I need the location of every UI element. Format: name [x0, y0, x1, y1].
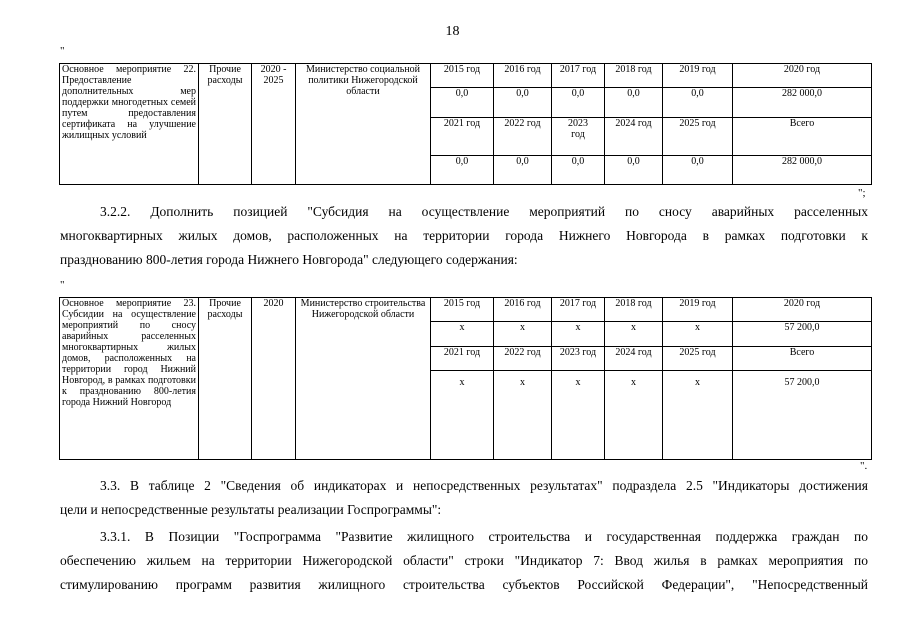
- value-cell: x: [663, 371, 733, 460]
- value-cell: 0,0: [552, 155, 605, 184]
- year-header: 2024 год: [605, 118, 663, 155]
- table-measure-23: [59, 297, 872, 460]
- quote-close-2: ".: [860, 460, 868, 472]
- year-header: 2022 год: [494, 347, 552, 371]
- year-header: 2015 год: [431, 298, 494, 322]
- value-cell: 0,0: [605, 155, 663, 184]
- text-line: 3.2.2. Дополнить позицией "Субсидия на осуществление мероприятий по сносу аварийных расселенных: [100, 204, 868, 219]
- table-measure-22: [59, 63, 872, 185]
- year-header: 2021 год: [431, 118, 494, 155]
- value-cell: x: [605, 322, 663, 347]
- year-header: 2018 год: [605, 64, 663, 88]
- value-cell: 0,0: [663, 88, 733, 118]
- value-cell: 0,0: [663, 155, 733, 184]
- value-cell: x: [552, 371, 605, 460]
- quote-close-1: ";: [858, 187, 866, 199]
- text-line: обеспечению жильем на территории Нижегородской области" строки "Индикатор 7: Ввод жилья в рамках мероприятия по: [60, 553, 868, 568]
- value-cell: 0,0: [552, 88, 605, 118]
- year-header: 2025 год: [663, 347, 733, 371]
- year-header: 2016 год: [494, 298, 552, 322]
- year-header: 2017 год: [552, 64, 605, 88]
- text-line: 3.3.1. В Позиции "Госпрограмма "Развитие жилищного строительства и государственная поддержка граждан по: [100, 529, 868, 544]
- paragraph-3-3-1: [60, 525, 868, 597]
- value-cell: x: [494, 371, 552, 460]
- year-header: 2022 год: [494, 118, 552, 155]
- paragraph-3-3: [60, 474, 868, 522]
- year-header: 2024 год: [605, 347, 663, 371]
- expense-type: Прочие расходы: [199, 298, 252, 460]
- year-header: 2023 год: [552, 118, 605, 155]
- total-header: Всего: [733, 118, 872, 155]
- year-header: 2021 год: [431, 347, 494, 371]
- value-cell: 0,0: [494, 155, 552, 184]
- value-cell: x: [663, 322, 733, 347]
- year-header: 2016 год: [494, 64, 552, 88]
- value-cell: x: [552, 322, 605, 347]
- period: 2020: [252, 298, 296, 460]
- measure-description: Основное мероприятие 22. Предоставление дополнительных мер поддержки многодетных семей путем предоставления сертификата на улучшение жилищных условий: [60, 64, 199, 185]
- measure-description: Основное мероприятие 23. Субсидии на осуществление мероприятий по сносу аварийных расселенных многоквартирных жилых домов, расположенных на территории город Нижний Новгород, в рамках подготовки к празднованию 800-летия города Нижний Новгород: [60, 298, 199, 460]
- text-line: 3.3. В таблице 2 "Сведения об индикаторах и непосредственных результатах" подраздела 2.5 "Индикаторы достижения: [100, 478, 868, 493]
- quote-open-2: ": [60, 279, 65, 291]
- quote-open-1: ": [60, 45, 65, 57]
- year-header: 2020 год: [733, 298, 872, 322]
- value-cell: 0,0: [605, 88, 663, 118]
- text-line: стимулированию программ развития жилищного строительства субъектов Российской Федерации", "Непосредственный: [60, 577, 868, 592]
- text-line: цели и непосредственные результаты реализации Госпрограммы":: [60, 502, 442, 517]
- paragraph-3-2-2: [60, 200, 868, 272]
- text-line: празднованию 800-летия города Нижнего Новгорода" следующего содержания:: [60, 252, 518, 267]
- text-line: многоквартирных жилых домов, расположенных на территории города Нижнего Новгорода в рамках подготовки к: [60, 228, 868, 243]
- year-header: 2018 год: [605, 298, 663, 322]
- value-cell: 57 200,0: [733, 322, 872, 347]
- total-value: 282 000,0: [733, 155, 872, 184]
- ministry: Министерство социальной политики Нижегородской области: [296, 64, 431, 185]
- period: 2020 - 2025: [252, 64, 296, 185]
- year-header: 2017 год: [552, 298, 605, 322]
- total-value: 57 200,0: [733, 371, 872, 460]
- value-cell: 282 000,0: [733, 88, 872, 118]
- value-cell: 0,0: [431, 88, 494, 118]
- value-cell: x: [431, 322, 494, 347]
- value-cell: x: [605, 371, 663, 460]
- year-header: 2015 год: [431, 64, 494, 88]
- year-header: 2023 год: [552, 347, 605, 371]
- value-cell: x: [431, 371, 494, 460]
- year-header: 2025 год: [663, 118, 733, 155]
- page-number: 18: [445, 24, 460, 39]
- value-cell: x: [494, 322, 552, 347]
- total-header: Всего: [733, 347, 872, 371]
- value-cell: 0,0: [431, 155, 494, 184]
- year-header: 2020 год: [733, 64, 872, 88]
- ministry: Министерство строительства Нижегородской области: [296, 298, 431, 460]
- expense-type: Прочие расходы: [199, 64, 252, 185]
- year-header: 2019 год: [663, 298, 733, 322]
- value-cell: 0,0: [494, 88, 552, 118]
- year-header: 2019 год: [663, 64, 733, 88]
